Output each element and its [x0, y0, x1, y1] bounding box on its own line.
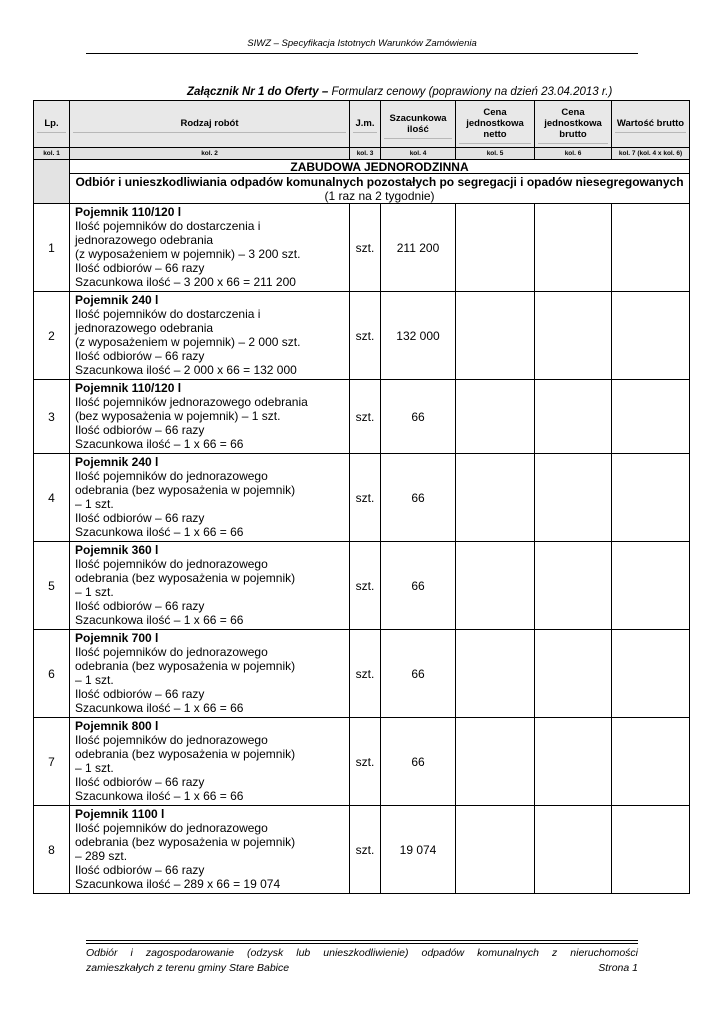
row-container-title: Pojemnik 240 l [75, 293, 159, 307]
row-unit: szt. [350, 380, 381, 454]
row-net-price-cell[interactable] [456, 454, 535, 542]
row-description-line: – 1 szt. [75, 761, 114, 775]
row-gross-price-cell[interactable] [535, 454, 612, 542]
header-lp: Lp. [34, 101, 70, 148]
header-szacunkowa-ilosc: Szacunkowa ilość [381, 101, 456, 148]
row-unit: szt. [350, 806, 381, 894]
row-description [70, 204, 350, 292]
row-lp: 5 [34, 542, 70, 630]
row-gross-price-cell[interactable] [535, 542, 612, 630]
row-unit: szt. [350, 542, 381, 630]
column-number-row [34, 148, 690, 160]
kol-label: kol. 1 [34, 148, 70, 160]
section-subtitle [70, 174, 690, 204]
row-description-line: Szacunkowa ilość – 1 x 66 = 66 [75, 701, 244, 715]
section-subtitle-rest: (1 raz na 2 tygodnie) [324, 188, 435, 203]
row-description [70, 380, 350, 454]
row-description [70, 542, 350, 630]
row-net-price-cell[interactable] [456, 718, 535, 806]
table-row [34, 542, 690, 630]
row-description-line: odebrania (bez wyposażenia w pojemnik) [75, 483, 296, 497]
row-unit: szt. [350, 454, 381, 542]
attachment-title [187, 86, 612, 98]
table-row [34, 630, 690, 718]
row-gross-value-cell[interactable] [612, 380, 690, 454]
row-gross-price-cell[interactable] [535, 718, 612, 806]
page-footer [86, 946, 638, 976]
row-description [70, 630, 350, 718]
kol-label: kol. 4 [381, 148, 456, 160]
row-net-price-cell[interactable] [456, 806, 535, 894]
kol-label: kol. 7 (kol. 4 x kol. 6) [612, 148, 690, 160]
row-net-price-cell[interactable] [456, 292, 535, 380]
row-description-line: Ilość pojemników do jednorazowego [75, 821, 268, 835]
row-quantity: 66 [381, 380, 456, 454]
kol-label: kol. 2 [70, 148, 350, 160]
header-cena-netto: Cena jednostkowa netto [456, 101, 535, 148]
section-subtitle-bold: Odbiór i unieszkodliwiania odpadów komunalnych pozostałych po segregacji i opadów niesegregowanych [75, 174, 684, 189]
row-unit: szt. [350, 292, 381, 380]
row-description-line: odebrania (bez wyposażenia w pojemnik) [75, 659, 296, 673]
row-description-line: Ilość pojemników do jednorazowego [75, 645, 268, 659]
row-container-title: Pojemnik 800 l [75, 719, 159, 733]
row-description-line: Ilość odbiorów – 66 razy [75, 775, 205, 789]
header-rule [86, 53, 638, 54]
row-quantity: 66 [381, 630, 456, 718]
row-description-line: – 1 szt. [75, 497, 114, 511]
row-description-line: – 289 szt. [75, 849, 128, 863]
row-unit: szt. [350, 718, 381, 806]
row-description-line: Ilość odbiorów – 66 razy [75, 687, 205, 701]
header-wartosc-brutto: Wartość brutto [612, 101, 690, 148]
row-gross-value-cell[interactable] [612, 454, 690, 542]
row-net-price-cell[interactable] [456, 542, 535, 630]
row-description [70, 454, 350, 542]
row-gross-value-cell[interactable] [612, 630, 690, 718]
row-gross-value-cell[interactable] [612, 542, 690, 630]
row-description-line: Szacunkowa ilość – 2 000 x 66 = 132 000 [75, 363, 297, 377]
row-net-price-cell[interactable] [456, 204, 535, 292]
row-gross-price-cell[interactable] [535, 806, 612, 894]
row-description-line: Szacunkowa ilość – 1 x 66 = 66 [75, 613, 244, 627]
row-description-line: jednorazowego odebrania [75, 233, 214, 247]
row-description-line: (bez wyposażenia w pojemnik) – 1 szt. [75, 409, 281, 423]
row-description-line: Ilość pojemników do jednorazowego [75, 469, 268, 483]
item-rows [34, 204, 690, 894]
page-number: Strona 1 [598, 962, 638, 974]
row-quantity: 66 [381, 454, 456, 542]
row-net-price-cell[interactable] [456, 380, 535, 454]
kol-label: kol. 6 [535, 148, 612, 160]
row-description-line: Szacunkowa ilość – 1 x 66 = 66 [75, 525, 244, 539]
footer-line-2: zamieszkałych z terenu gminy Stare Babice [86, 962, 290, 974]
row-gross-price-cell[interactable] [535, 630, 612, 718]
row-description-line: Ilość odbiorów – 66 razy [75, 349, 205, 363]
row-lp: 7 [34, 718, 70, 806]
row-gross-value-cell[interactable] [612, 806, 690, 894]
row-lp: 8 [34, 806, 70, 894]
section-title: ZABUDOWA JEDNORODZINNA [70, 160, 690, 174]
row-container-title: Pojemnik 1100 l [75, 807, 165, 821]
table-row [34, 454, 690, 542]
row-description [70, 292, 350, 380]
attachment-title-rest: Formularz cenowy (poprawiony na dzień 23.04.2013 r.) [328, 86, 613, 98]
price-form-table [33, 100, 690, 894]
row-description-line: Ilość pojemników do jednorazowego [75, 733, 268, 747]
row-description [70, 806, 350, 894]
row-description-line: Ilość pojemników do dostarczenia i [75, 219, 261, 233]
row-description-line: (z wyposażeniem w pojemnik) – 3 200 szt. [75, 247, 301, 261]
footer-rule [86, 940, 638, 941]
row-description-line: jednorazowego odebrania [75, 321, 214, 335]
row-description-line: – 1 szt. [75, 585, 114, 599]
row-description-line: Ilość odbiorów – 66 razy [75, 423, 205, 437]
table-row [34, 806, 690, 894]
row-description-line: odebrania (bez wyposażenia w pojemnik) [75, 835, 296, 849]
row-quantity: 66 [381, 542, 456, 630]
kol-label: kol. 5 [456, 148, 535, 160]
row-gross-value-cell[interactable] [612, 204, 690, 292]
table-row [34, 380, 690, 454]
header-jm: J.m. [350, 101, 381, 148]
row-description-line: Ilość odbiorów – 66 razy [75, 511, 205, 525]
section-lp-cell [34, 160, 70, 204]
attachment-title-bold: Załącznik Nr 1 do Oferty – [187, 86, 329, 98]
row-unit: szt. [350, 630, 381, 718]
kol-label: kol. 3 [350, 148, 381, 160]
header-row [34, 101, 690, 148]
row-quantity: 132 000 [381, 292, 456, 380]
row-container-title: Pojemnik 110/120 l [75, 205, 182, 219]
row-description-line: – 1 szt. [75, 673, 114, 687]
row-description-line: Ilość pojemników do jednorazowego [75, 557, 268, 571]
row-lp: 4 [34, 454, 70, 542]
row-quantity: 19 074 [381, 806, 456, 894]
row-description-line: Ilość pojemników jednorazowego odebrania [75, 395, 308, 409]
row-lp: 2 [34, 292, 70, 380]
row-description-line: odebrania (bez wyposażenia w pojemnik) [75, 571, 296, 585]
section-subtitle-row [34, 174, 690, 204]
row-gross-price-cell[interactable] [535, 292, 612, 380]
header-rodzaj-robot: Rodzaj robót [70, 101, 350, 148]
table-row [34, 204, 690, 292]
footer-line-1: Odbiór i zagospodarowanie (odzysk lub unieszkodliwienie) odpadów komunalnych z nieruchomości [86, 947, 638, 959]
row-description-line: Ilość odbiorów – 66 razy [75, 261, 205, 275]
row-description-line: Szacunkowa ilość – 289 x 66 = 19 074 [75, 877, 281, 891]
row-description-line: Ilość pojemników do dostarczenia i [75, 307, 261, 321]
row-quantity: 66 [381, 718, 456, 806]
table-row [34, 718, 690, 806]
row-gross-price-cell[interactable] [535, 204, 612, 292]
row-unit: szt. [350, 204, 381, 292]
row-quantity: 211 200 [381, 204, 456, 292]
row-description-line: Szacunkowa ilość – 1 x 66 = 66 [75, 437, 244, 451]
row-description-line: Ilość odbiorów – 66 razy [75, 863, 205, 877]
row-gross-value-cell[interactable] [612, 292, 690, 380]
row-description-line: (z wyposażeniem w pojemnik) – 2 000 szt. [75, 335, 301, 349]
row-description-line: Szacunkowa ilość – 1 x 66 = 66 [75, 789, 244, 803]
table-row [34, 292, 690, 380]
row-lp: 3 [34, 380, 70, 454]
row-container-title: Pojemnik 240 l [75, 455, 159, 469]
row-container-title: Pojemnik 700 l [75, 631, 159, 645]
row-gross-price-cell[interactable] [535, 380, 612, 454]
row-net-price-cell[interactable] [456, 630, 535, 718]
header-cena-brutto: Cena jednostkowa brutto [535, 101, 612, 148]
row-container-title: Pojemnik 110/120 l [75, 381, 182, 395]
row-description-line: Ilość odbiorów – 66 razy [75, 599, 205, 613]
row-lp: 1 [34, 204, 70, 292]
row-description [70, 718, 350, 806]
section-title-row [34, 160, 690, 174]
row-gross-value-cell[interactable] [612, 718, 690, 806]
row-lp: 6 [34, 630, 70, 718]
row-description-line: Szacunkowa ilość – 3 200 x 66 = 211 200 [75, 275, 296, 289]
footer-rule [86, 943, 638, 944]
page-header: SIWZ – Specyfikacja Istotnych Warunków Zamówienia [247, 38, 477, 49]
row-container-title: Pojemnik 360 l [75, 543, 159, 557]
row-description-line: odebrania (bez wyposażenia w pojemnik) [75, 747, 296, 761]
